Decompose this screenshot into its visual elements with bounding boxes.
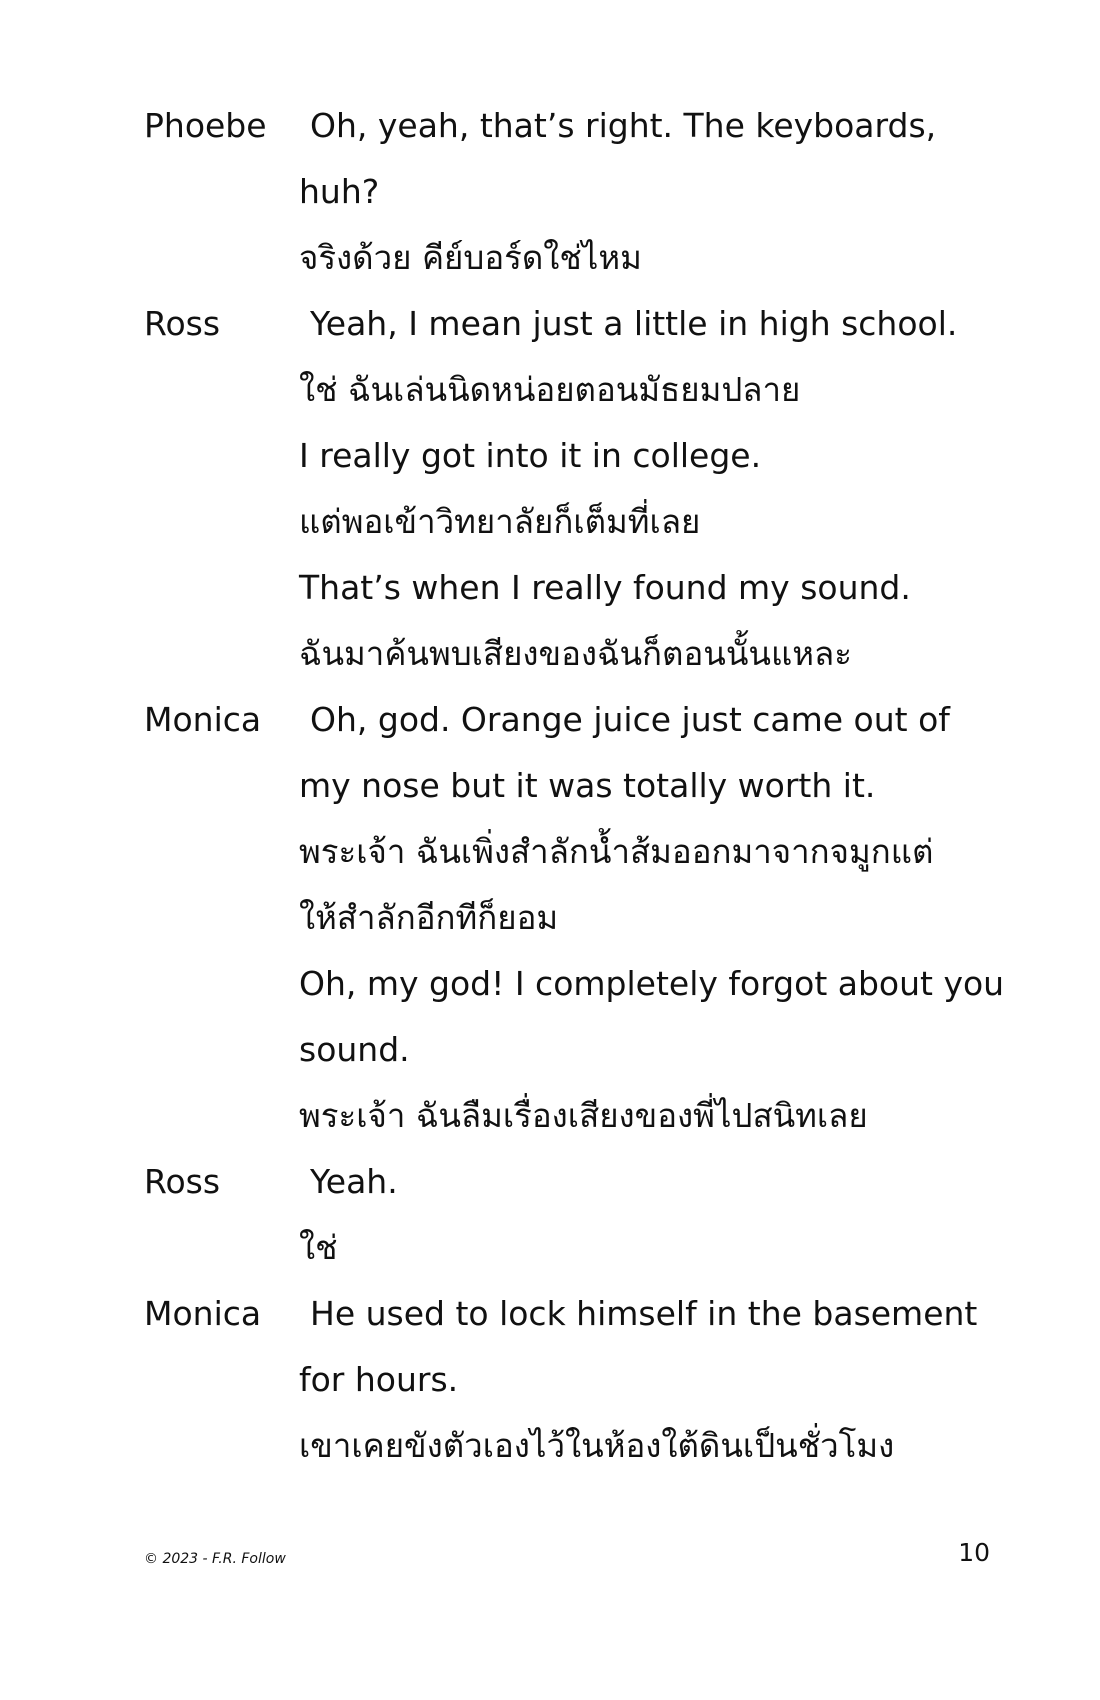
speaker-name: Monica	[144, 1294, 262, 1333]
dialogue-lines	[299, 1149, 1024, 1281]
speaker-name: Ross	[144, 1162, 221, 1201]
thai-translation-line: ให้สำลักอีกทีก็ยอม	[299, 898, 559, 937]
english-line: Yeah, I mean just a little in high school.	[310, 304, 958, 343]
thai-translation-line: เขาเคยขังตัวเองไว้ในห้องใต้ดินเป็นชั่วโมง	[299, 1426, 895, 1465]
english-line: sound.	[299, 1030, 410, 1069]
thai-translation-line: พระเจ้า ฉันลืมเรื่องเสียงของพี่ไปสนิทเลย	[299, 1096, 868, 1135]
english-line: That’s when I really found my sound.	[299, 568, 911, 607]
dialogue-script	[144, 93, 1024, 1479]
english-line: Yeah.	[310, 1162, 398, 1201]
speaker-name: Phoebe	[144, 106, 267, 145]
thai-translation-line: จริงด้วย คีย์บอร์ดใช่ไหม	[299, 238, 642, 277]
dialogue-lines	[299, 93, 1024, 291]
thai-translation-line: ใช่ ฉันเล่นนิดหน่อยตอนมัธยมปลาย	[299, 370, 801, 409]
copyright-notice: © 2023 - F.R. Follow	[144, 1551, 286, 1567]
dialogue-entry	[144, 291, 1024, 687]
dialogue-entry	[144, 93, 1024, 291]
page-number: 10	[958, 1538, 990, 1567]
speaker-name: Ross	[144, 304, 221, 343]
english-line: Oh, my god! I completely forgot about you	[299, 964, 1005, 1003]
dialogue-lines	[299, 687, 1024, 1149]
speaker-name: Monica	[144, 700, 262, 739]
thai-translation-line: แต่พอเข้าวิทยาลัยก็เต็มที่เลย	[299, 502, 701, 541]
english-line: my nose but it was totally worth it.	[299, 766, 876, 805]
english-line: Oh, god. Orange juice just came out of	[310, 700, 950, 739]
thai-translation-line: พระเจ้า ฉันเพิ่งสำลักน้ำส้มออกมาจากจมูกแต่	[299, 832, 934, 871]
dialogue-entry	[144, 1281, 1024, 1479]
english-line: He used to lock himself in the basement	[310, 1294, 978, 1333]
thai-translation-line: ใช่	[299, 1228, 338, 1267]
english-line: Oh, yeah, that’s right. The keyboards,	[310, 106, 937, 145]
english-line: I really got into it in college.	[299, 436, 762, 475]
english-line: huh?	[299, 172, 380, 211]
english-line: for hours.	[299, 1360, 459, 1399]
dialogue-entry	[144, 1149, 1024, 1281]
dialogue-lines	[299, 1281, 1024, 1479]
thai-translation-line: ฉันมาค้นพบเสียงของฉันก็ตอนนั้นแหละ	[299, 634, 852, 673]
dialogue-lines	[299, 291, 1024, 687]
dialogue-entry	[144, 687, 1024, 1149]
